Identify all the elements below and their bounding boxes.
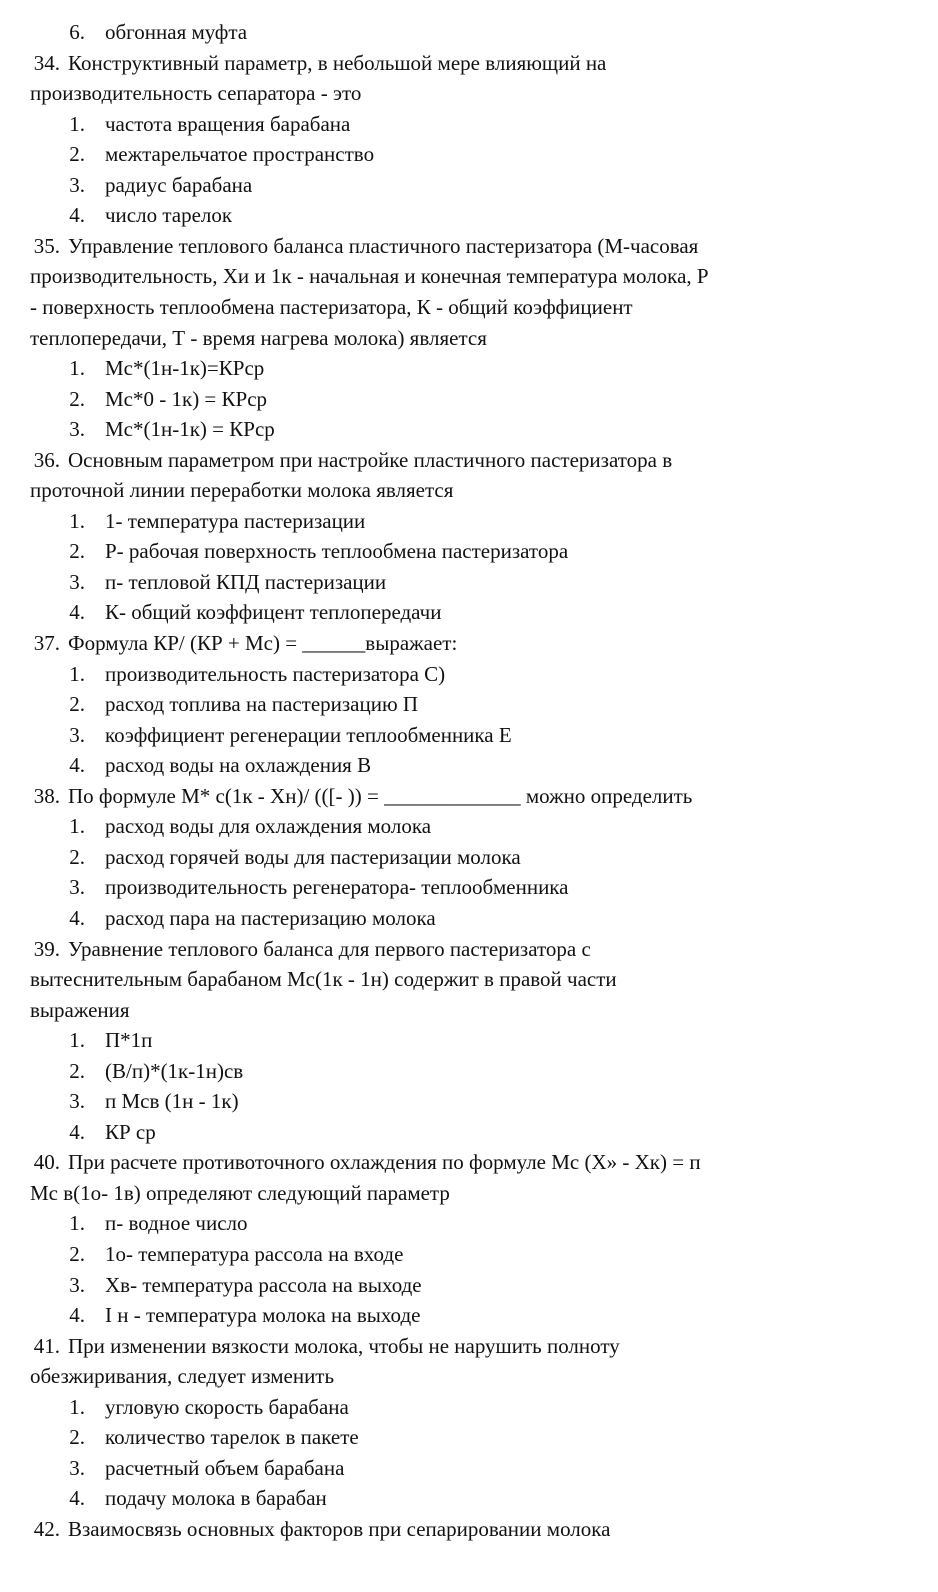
question-text: Конструктивный параметр, в небольшой мере влияющий на — [68, 50, 607, 75]
option-text: К- общий коэффицент теплопередачи — [105, 600, 442, 625]
option-number: 4. — [69, 1119, 85, 1144]
option-text: межтарельчатое пространство — [105, 142, 375, 167]
option-text: Р- рабочая поверхность теплообмена пастеризатора — [105, 539, 569, 564]
question-text: Основным параметром при настройке пластичного пастеризатора в — [68, 447, 673, 472]
option-number: 6. — [69, 20, 85, 44]
question-text: Управление теплового баланса пластичного пастеризатора (М-часовая — [68, 233, 699, 258]
option-number: 1. — [69, 1394, 85, 1419]
option-text: КР ср — [105, 1119, 156, 1144]
option-number: 3. — [69, 172, 85, 197]
option-text: количество тарелок в пакете — [105, 1425, 359, 1450]
option-number: 2. — [69, 844, 85, 869]
question-text: - поверхность теплообмена пастеризатора, К - общий коэффициент — [30, 294, 633, 319]
option-text: расход воды на охлаждения В — [105, 753, 372, 778]
option-number: 1. — [69, 1211, 85, 1236]
question-number: 36. — [33, 447, 60, 472]
option-text: Мс*(1н-1к) = КРср — [105, 417, 275, 442]
option-number: 3. — [69, 1455, 85, 1480]
option-number: 2. — [69, 386, 85, 411]
question-text: Уравнение теплового баланса для первого пастеризатора с — [68, 936, 591, 961]
option-number: 2. — [69, 539, 85, 564]
option-text: расход горячей воды для пастеризации молока — [105, 844, 521, 869]
question-text: проточной линии переработки молока является — [30, 478, 454, 503]
question-text: Формула КР/ (КР + Мс) = ______выражает: — [68, 631, 458, 655]
question-text: вытеснительным барабаном Мс(1к - 1н) содержит в правой части — [30, 967, 617, 992]
question-text: Мс в(1о- 1в) определяют следующий параметр — [30, 1180, 450, 1205]
option-number: 2. — [69, 692, 85, 717]
option-number: 1. — [69, 508, 85, 533]
option-number: 1. — [69, 1028, 85, 1053]
option-number: 4. — [69, 600, 85, 625]
option-text: подачу молока в барабан — [105, 1486, 327, 1511]
option-text: коэффициент регенерации теплообменника Е — [105, 722, 512, 747]
option-number: 2. — [69, 142, 85, 167]
question-number: 40. — [33, 1150, 60, 1175]
question-number: 39. — [33, 936, 60, 961]
option-text: Мс*(1н-1к)=КРср — [105, 356, 265, 381]
option-text: I н - температура молока на выходе — [105, 1303, 421, 1328]
option-number: 3. — [69, 569, 85, 594]
option-number: 2. — [69, 1242, 85, 1266]
question-text: При изменении вязкости молока, чтобы не нарушить полноту — [68, 1333, 620, 1358]
option-text: П*1п — [105, 1028, 153, 1053]
option-number: 3. — [69, 1272, 85, 1297]
option-number: 3. — [69, 1089, 85, 1114]
option-number: 1. — [69, 356, 85, 381]
option-text: обгонная муфта — [105, 20, 248, 44]
option-text: расход воды для охлаждения молока — [105, 814, 432, 839]
option-number: 1. — [69, 814, 85, 839]
option-number: 3. — [69, 722, 85, 747]
option-text: производительность пастеризатора С) — [105, 661, 446, 686]
option-text: Мс*0 - 1к) = КРср — [105, 386, 268, 411]
option-number: 1. — [69, 661, 85, 686]
option-text: расчетный объем барабана — [105, 1455, 345, 1480]
option-number: 3. — [69, 417, 85, 442]
option-text: угловую скорость барабана — [105, 1394, 349, 1419]
option-number: 2. — [69, 1425, 85, 1450]
option-number: 1. — [69, 111, 85, 136]
question-text: При расчете противоточного охлаждения по формуле Мс (Х» - Хк) = п — [68, 1150, 701, 1175]
option-text: п Мсв (1н - 1к) — [105, 1089, 239, 1114]
option-text: (В/п)*(1к-1н)св — [105, 1058, 244, 1083]
option-text: производительность регенератора- теплообменника — [105, 875, 569, 900]
question-text: производительность, Хи и 1к - начальная и конечная температура молока, Р — [30, 264, 709, 289]
question-text: выражения — [30, 997, 130, 1022]
option-text: расход пара на пастеризацию молока — [105, 905, 436, 930]
question-number: 41. — [33, 1333, 60, 1358]
option-number: 3. — [69, 875, 85, 900]
option-text: п- тепловой КПД пастеризации — [105, 569, 387, 594]
option-text: п- водное число — [105, 1211, 248, 1236]
option-number: 4. — [69, 1486, 85, 1511]
question-number: 35. — [33, 233, 60, 258]
option-text: Хв- температура рассола на выходе — [105, 1272, 422, 1297]
question-number: 42. — [33, 1516, 60, 1541]
option-number: 2. — [69, 1058, 85, 1083]
option-text: число тарелок — [105, 203, 233, 228]
question-text: обезжиривания, следует изменить — [30, 1364, 335, 1389]
option-text: радиус барабана — [105, 172, 253, 197]
option-number: 4. — [69, 753, 85, 778]
option-number: 4. — [69, 203, 85, 228]
option-text: расход топлива на пастеризацию П — [105, 692, 419, 717]
question-number: 37. — [33, 631, 60, 655]
option-text: 1о- температура рассола на входе — [105, 1242, 404, 1266]
question-text: теплопередачи, Т - время нагрева молока) является — [30, 325, 487, 350]
option-number: 4. — [69, 905, 85, 930]
question-number: 34. — [33, 50, 60, 75]
question-text: По формуле М* с(1к - Хн)/ (([- )) = _____________ можно определить — [68, 783, 693, 808]
option-number: 4. — [69, 1303, 85, 1328]
question-text: производительность сепаратора - это — [30, 81, 362, 106]
question-number: 38. — [33, 783, 60, 808]
option-text: частота вращения барабана — [105, 111, 351, 136]
option-text: 1- температура пастеризации — [105, 508, 366, 533]
question-text: Взаимосвязь основных факторов при сепарировании молока — [68, 1516, 611, 1541]
